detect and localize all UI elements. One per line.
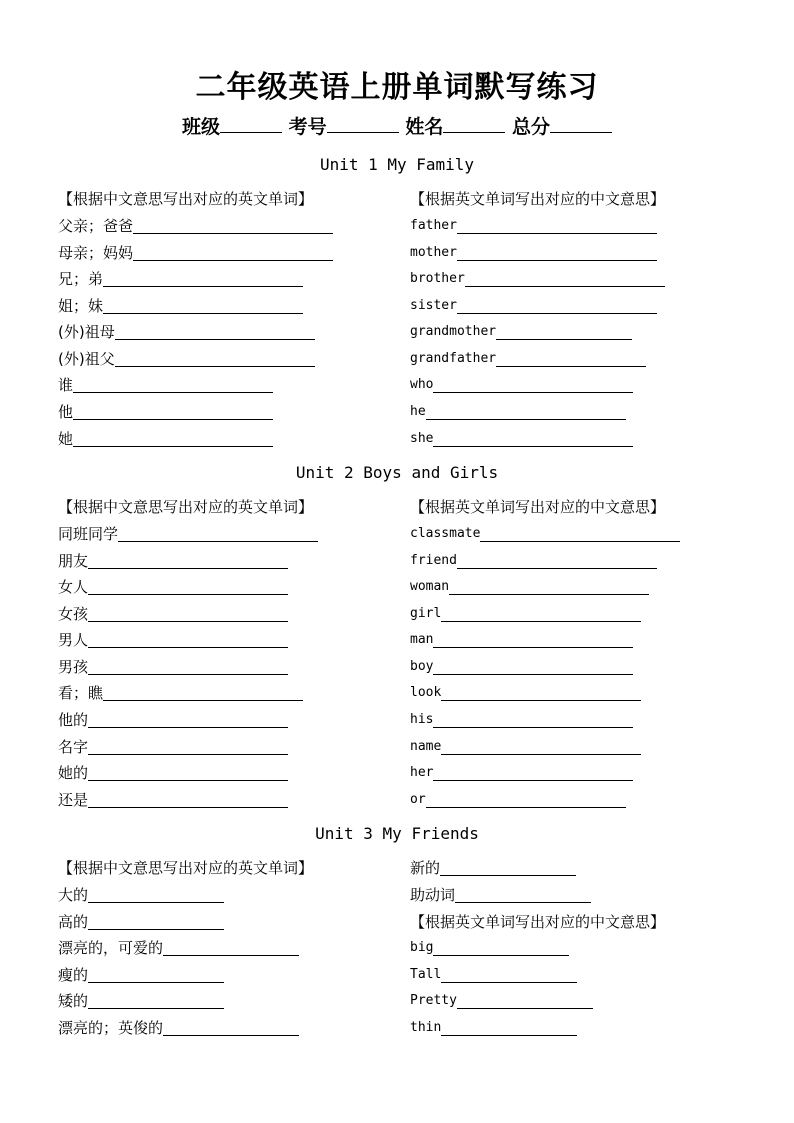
answer-blank[interactable]: [457, 244, 657, 261]
unit-2-left-item: 女孩: [58, 603, 288, 625]
answer-blank[interactable]: [88, 886, 224, 903]
answer-blank[interactable]: [88, 764, 288, 781]
answer-blank[interactable]: [133, 217, 333, 234]
unit-3-right-top-item: 新的: [410, 857, 576, 879]
answer-blank[interactable]: [441, 738, 641, 755]
unit-2-left-item: 同班同学: [58, 523, 318, 545]
unit-2-left-item: 他的: [58, 709, 288, 731]
answer-blank[interactable]: [457, 552, 657, 569]
unit-2-right-item: man: [410, 629, 633, 651]
unit-1-right-item: sister: [410, 295, 657, 317]
unit-1-right-item: mother: [410, 242, 657, 264]
answer-blank[interactable]: [433, 376, 633, 393]
unit-2-right-item: classmate: [410, 523, 680, 545]
unit-3-right-item: thin: [410, 1017, 577, 1039]
answer-blank[interactable]: [88, 791, 288, 808]
answer-blank[interactable]: [88, 552, 288, 569]
answer-blank[interactable]: [88, 992, 224, 1009]
unit-1-left-item: 母亲；妈妈: [58, 242, 333, 264]
unit-3-right-top-item: 助动词: [410, 884, 591, 906]
unit-3-left-item: 大的: [58, 884, 224, 906]
answer-blank[interactable]: [103, 297, 303, 314]
answer-blank[interactable]: [433, 631, 633, 648]
exam-no-blank[interactable]: [327, 114, 399, 133]
answer-blank[interactable]: [133, 244, 333, 261]
score-blank[interactable]: [550, 114, 612, 133]
unit-3-left-item: 高的: [58, 911, 224, 933]
unit-1-right-item: brother: [410, 268, 665, 290]
unit-3-left-item: 漂亮的；英俊的: [58, 1017, 299, 1039]
answer-blank[interactable]: [163, 939, 299, 956]
answer-blank[interactable]: [73, 403, 273, 420]
unit-2-left-item: 名字: [58, 736, 288, 758]
unit-2-right-item: girl: [410, 603, 641, 625]
answer-blank[interactable]: [115, 350, 315, 367]
answer-blank[interactable]: [433, 430, 633, 447]
answer-blank[interactable]: [449, 578, 649, 595]
unit-3-right-header: 【根据英文单词写出对应的中文意思】: [410, 913, 666, 931]
score-label: 总分: [511, 116, 550, 138]
unit-2-right-item: his: [410, 709, 633, 731]
unit-1-right-item: grandmother: [410, 321, 632, 343]
exam-no-label: 考号: [288, 116, 327, 138]
unit-2-left-item: 男人: [58, 629, 288, 651]
unit-1-right-header: 【根据英文单词写出对应的中文意思】: [410, 190, 666, 208]
answer-blank[interactable]: [118, 525, 318, 542]
name-blank[interactable]: [443, 114, 505, 133]
answer-blank[interactable]: [88, 738, 288, 755]
answer-blank[interactable]: [496, 350, 646, 367]
unit-1-left-item: 姐；妹: [58, 295, 303, 317]
unit-1-right-item: father: [410, 215, 657, 237]
unit-1-left-item: 他: [58, 401, 273, 423]
unit-2-right-item: boy: [410, 656, 633, 678]
unit-2-left-item: 她的: [58, 762, 288, 784]
unit-1-right-item: who: [410, 374, 633, 396]
answer-blank[interactable]: [433, 764, 633, 781]
unit-1-left-item: 兄；弟: [58, 268, 303, 290]
page-title: 二年级英语上册单词默写练习: [195, 70, 599, 105]
unit-1-left-item: (外)祖父: [58, 348, 315, 370]
answer-blank[interactable]: [88, 578, 288, 595]
answer-blank[interactable]: [480, 525, 680, 542]
answer-blank[interactable]: [88, 913, 224, 930]
answer-blank[interactable]: [103, 684, 303, 701]
unit-2-left-item: 女人: [58, 576, 288, 598]
answer-blank[interactable]: [426, 791, 626, 808]
answer-blank[interactable]: [441, 966, 577, 983]
unit-2-left-item: 男孩: [58, 656, 288, 678]
answer-blank[interactable]: [88, 966, 224, 983]
class-label: 班级: [182, 116, 221, 138]
answer-blank[interactable]: [115, 323, 315, 340]
unit-3-right-item: Tall: [410, 964, 577, 986]
unit-1-left-item: 谁: [58, 374, 273, 396]
unit-2-title: Unit 2 Boys and Girls: [295, 463, 499, 482]
answer-blank[interactable]: [88, 711, 288, 728]
answer-blank[interactable]: [441, 684, 641, 701]
answer-blank[interactable]: [88, 605, 288, 622]
unit-3-right-item: Pretty: [410, 990, 593, 1012]
unit-2-right-item: name: [410, 736, 641, 758]
answer-blank[interactable]: [73, 376, 273, 393]
unit-1-right-item: she: [410, 428, 633, 450]
unit-2-left-item: 朋友: [58, 550, 288, 572]
unit-2-right-item: friend: [410, 550, 657, 572]
answer-blank[interactable]: [457, 297, 657, 314]
unit-2-right-item: or: [410, 789, 626, 811]
answer-blank[interactable]: [73, 430, 273, 447]
unit-3-right-item: big: [410, 937, 569, 959]
answer-blank[interactable]: [103, 270, 303, 287]
unit-2-left-item: 还是: [58, 789, 288, 811]
answer-blank[interactable]: [440, 859, 576, 876]
unit-3-left-item: 瘦的: [58, 964, 224, 986]
unit-3-left-item: 矮的: [58, 990, 224, 1012]
answer-blank[interactable]: [426, 403, 626, 420]
unit-1-title: Unit 1 My Family: [319, 155, 475, 174]
unit-1-left-header: 【根据中文意思写出对应的英文单词】: [58, 190, 314, 208]
answer-blank[interactable]: [457, 217, 657, 234]
answer-blank[interactable]: [455, 886, 591, 903]
answer-blank[interactable]: [88, 658, 288, 675]
student-info-line: [0, 112, 794, 139]
unit-1-left-item: (外)祖母: [58, 321, 315, 343]
name-label: 姓名: [405, 116, 444, 138]
unit-2-left-header: 【根据中文意思写出对应的英文单词】: [58, 498, 314, 516]
unit-1-right-item: he: [410, 401, 626, 423]
unit-3-title: Unit 3 My Friends: [315, 824, 479, 843]
unit-3-left-item: 漂亮的，可爱的: [58, 937, 299, 959]
unit-1-left-item: 父亲；爸爸: [58, 215, 333, 237]
unit-2-right-item: her: [410, 762, 633, 784]
answer-blank[interactable]: [433, 939, 569, 956]
answer-blank[interactable]: [433, 711, 633, 728]
class-blank[interactable]: [220, 114, 282, 133]
answer-blank[interactable]: [465, 270, 665, 287]
unit-1-left-item: 她: [58, 428, 273, 450]
answer-blank[interactable]: [441, 1019, 577, 1036]
answer-blank[interactable]: [496, 323, 632, 340]
unit-2-right-item: woman: [410, 576, 649, 598]
unit-2-right-item: look: [410, 682, 641, 704]
unit-2-left-item: 看；瞧: [58, 682, 303, 704]
answer-blank[interactable]: [441, 605, 641, 622]
unit-3-left-header: 【根据中文意思写出对应的英文单词】: [58, 859, 314, 877]
unit-1-right-item: grandfather: [410, 348, 646, 370]
answer-blank[interactable]: [163, 1019, 299, 1036]
answer-blank[interactable]: [457, 992, 593, 1009]
answer-blank[interactable]: [88, 631, 288, 648]
answer-blank[interactable]: [433, 658, 633, 675]
unit-2-right-header: 【根据英文单词写出对应的中文意思】: [410, 498, 666, 516]
